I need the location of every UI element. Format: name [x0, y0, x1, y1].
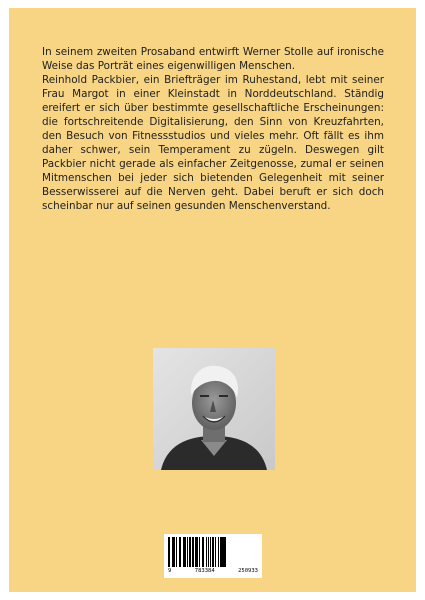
book-back-cover	[9, 8, 416, 592]
barcode-digit-group-1: 783384	[194, 568, 215, 574]
barcode-stripe	[226, 537, 227, 567]
barcode-digits	[168, 568, 258, 575]
isbn-barcode	[164, 534, 262, 578]
barcode-digit-group-2: 250933	[238, 568, 258, 574]
barcode-bars	[168, 537, 258, 567]
author-photo	[153, 348, 275, 470]
blurb-paragraph-2: Reinhold Packbier, ein Briefträger im Ruhestand, lebt mit seiner Frau Margot in einer Kleinstadt in Norddeutschland. Ständig ereifert er sich über bestimmte gesellschaftliche Erscheinungen: die fortschreitende Digitalisierung, den Sinn von Kreuzfahrten, den Besuch von Fitnessstudios und vieles mehr. Oft fällt es ihm daher schwer, sein Temperament zu zügeln. Deswegen gilt Packbier nicht gerade als einfacher Zeitgenosse, zumal er seinen Mitmenschen bei jeder sich bietenden Gelegenheit mit seiner Besserwisserei auf die Nerven geht. Dabei beruft er sich doch scheinbar nur auf seinen gesunden Menschenverstand.	[42, 74, 384, 212]
barcode-digit-first: 9	[168, 568, 172, 574]
blurb-text	[42, 45, 384, 213]
blurb-paragraph-1: In seinem zweiten Prosaband entwirft Werner Stolle auf ironische Weise das Porträt eines eigenwilligen Menschen.	[42, 46, 384, 72]
